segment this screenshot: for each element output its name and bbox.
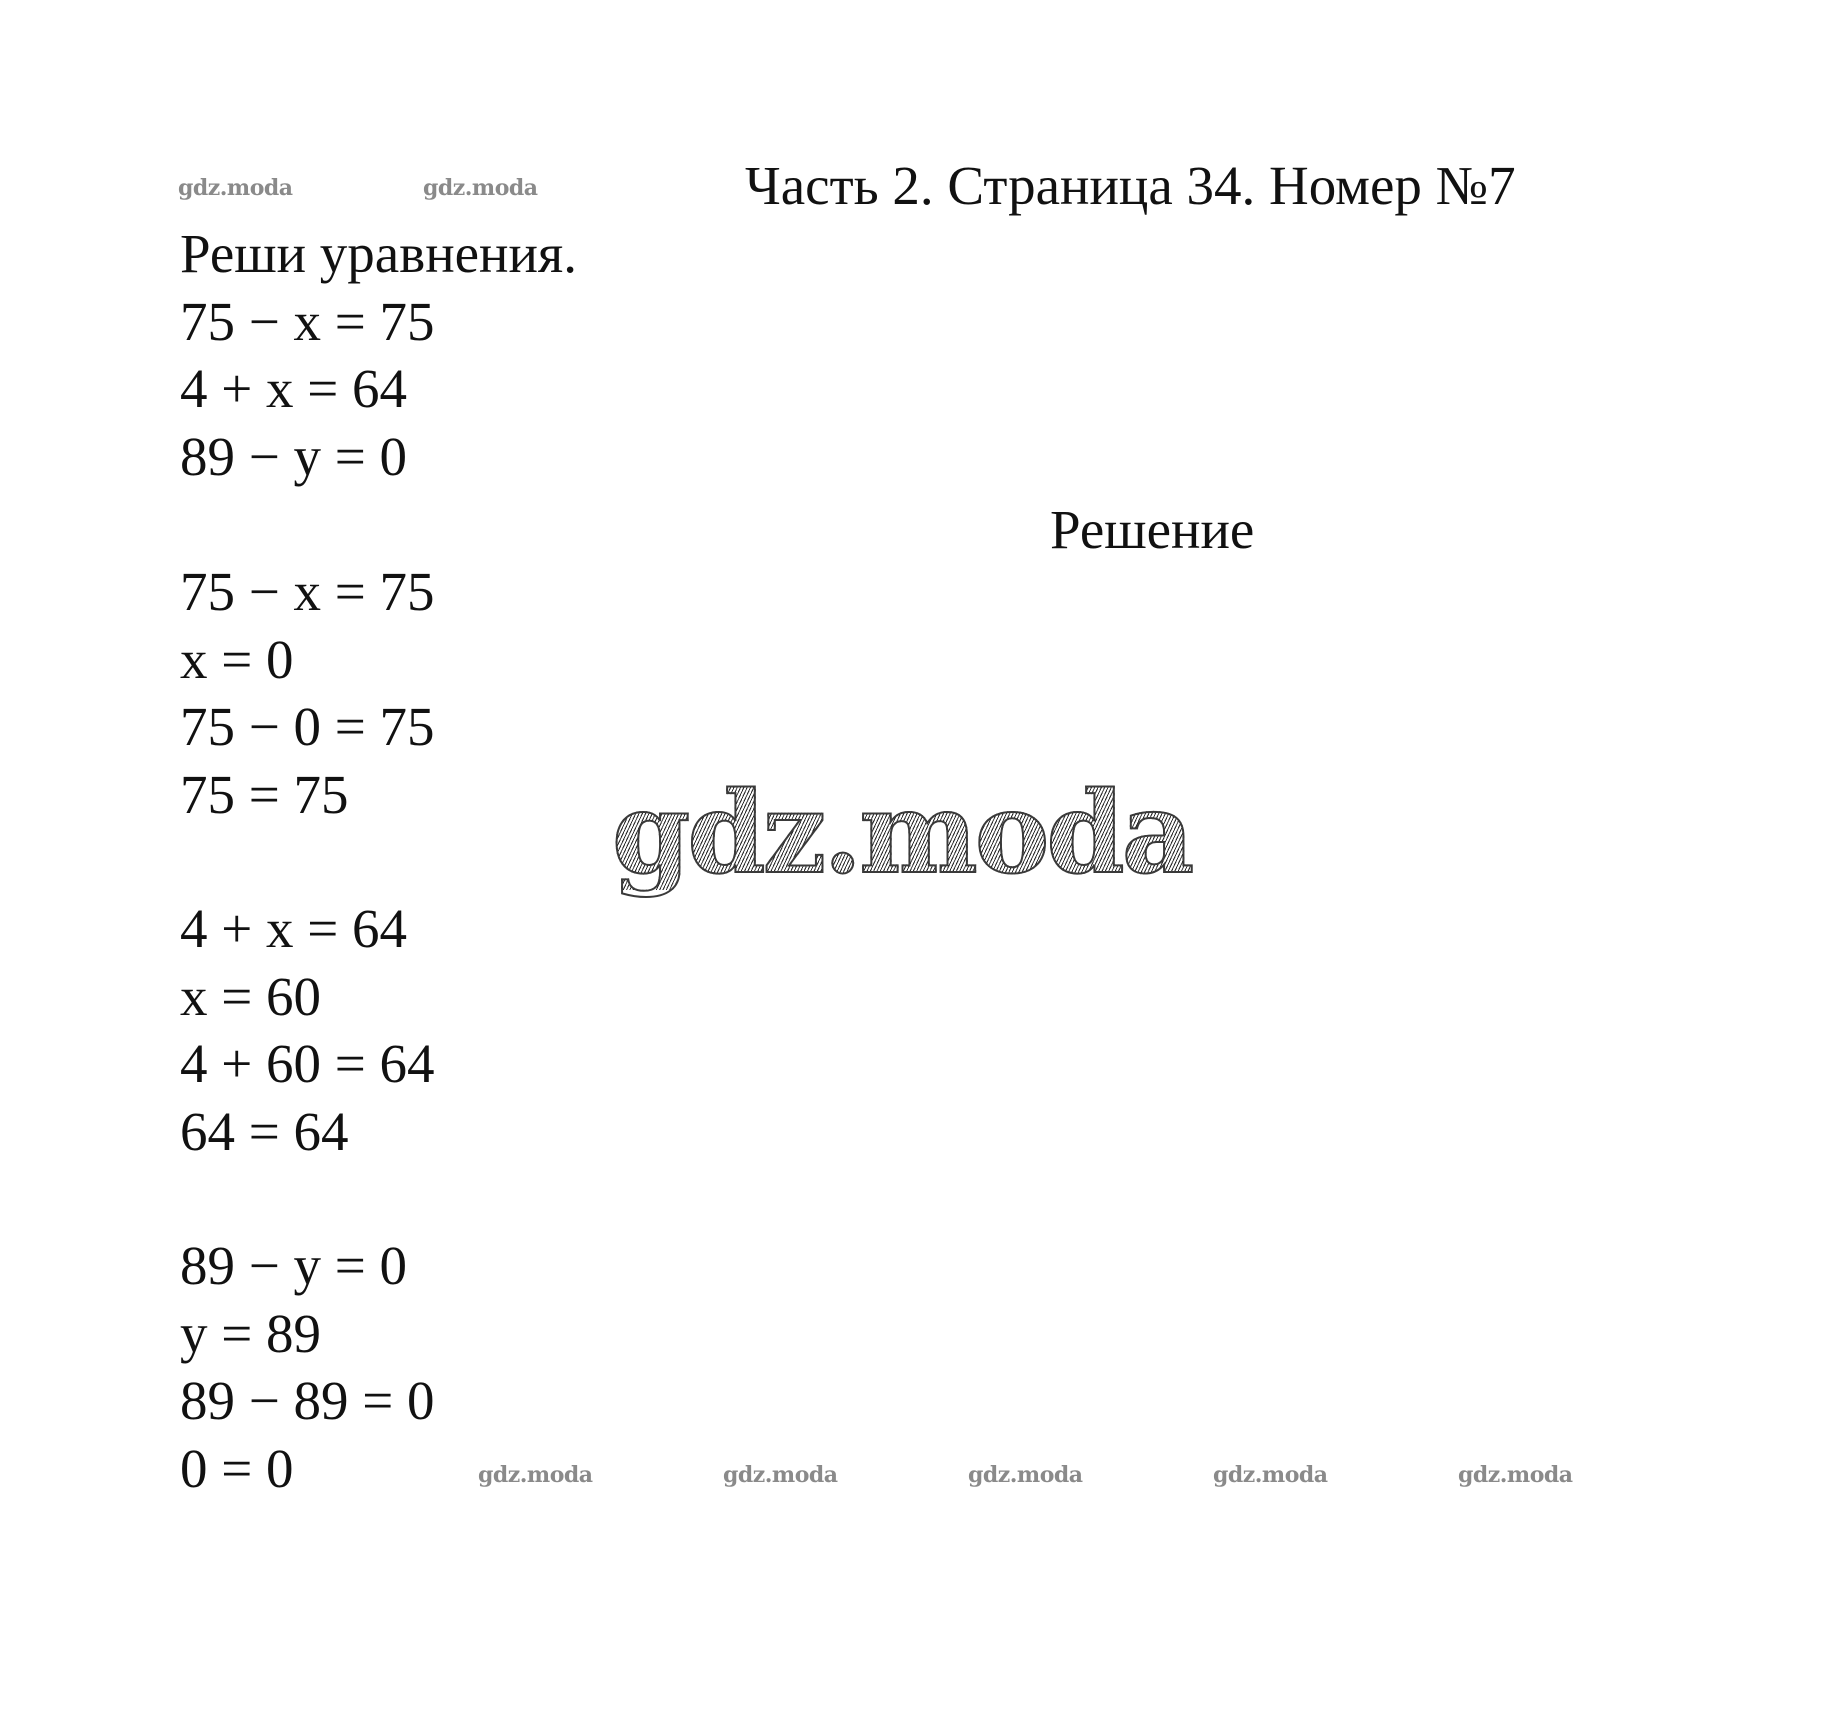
task-instruction: Реши уравнения.	[180, 223, 577, 284]
watermark-small: gdz.moda	[1213, 1462, 1328, 1488]
watermark-small: gdz.moda	[723, 1462, 838, 1488]
watermark-small: gdz.moda	[1458, 1462, 1573, 1488]
solution-line: 89 − y = 0	[180, 1235, 408, 1296]
solution-line: x = 60	[180, 966, 322, 1027]
solution-line: 75 − x = 75	[180, 561, 435, 622]
solution-line: x = 0	[180, 629, 294, 690]
solution-heading: Решение	[1050, 499, 1255, 560]
task-equation: 89 − y = 0	[180, 426, 408, 487]
watermark-large: gdz.moda	[612, 768, 1192, 899]
solution-line: 0 = 0	[180, 1438, 294, 1499]
solution-line: 64 = 64	[180, 1101, 349, 1162]
solution-line: y = 89	[180, 1303, 322, 1364]
solution-line: 89 − 89 = 0	[180, 1370, 435, 1431]
task-equation: 4 + x = 64	[180, 358, 408, 419]
solution-line: 4 + 60 = 64	[180, 1033, 435, 1094]
solution-line: 4 + x = 64	[180, 898, 408, 959]
watermark-small: gdz.moda	[968, 1462, 1083, 1488]
watermark-small: gdz.moda	[178, 175, 293, 201]
page-title: Часть 2. Страница 34. Номер №7	[745, 155, 1516, 216]
solution-line: 75 − 0 = 75	[180, 696, 435, 757]
solution-line: 75 = 75	[180, 764, 349, 825]
task-equation: 75 − x = 75	[180, 291, 435, 352]
watermark-small: gdz.moda	[423, 175, 538, 201]
watermark-small: gdz.moda	[478, 1462, 593, 1488]
